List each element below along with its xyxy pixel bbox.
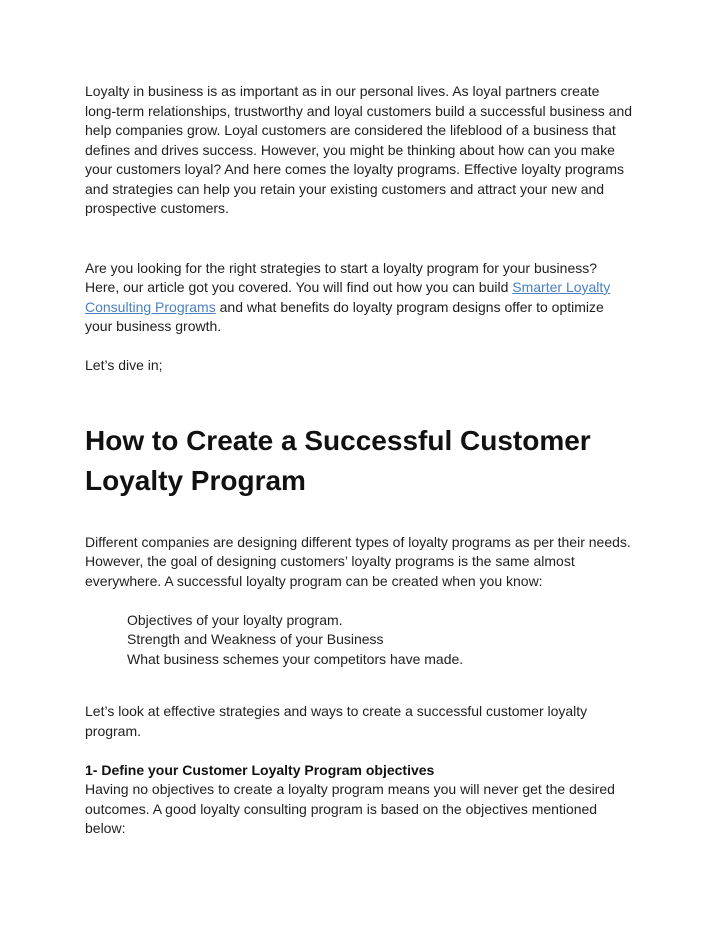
paragraph-text: and what benefits do loyalty program designs offer to optimize your business growth. xyxy=(85,298,604,334)
spacer xyxy=(85,376,633,421)
heading-paragraph: Different companies are designing different types of loyalty programs as per their needs. However, the goal of designing customers’ loyalty programs is the same almost everywhere. A successful loyalty program can be created when you know: xyxy=(85,533,631,589)
strategies-paragraph: Let’s look at effective strategies and ways to create a successful customer loyalty program. xyxy=(85,703,588,739)
document-page xyxy=(85,82,633,839)
spacer xyxy=(85,337,633,357)
section-1-title: 1- Define your Customer Loyalty Program objectives xyxy=(85,761,435,778)
section-1-body: Having no objectives to create a loyalty program means you will never get the desired outcomes. A good loyalty consulting program is based on the objectives mentioned below: xyxy=(85,781,615,836)
spacer xyxy=(85,669,633,702)
smarter-loyalty-link[interactable]: Smarter Loyalty Consulting Programs xyxy=(85,279,611,315)
intro-paragraph: Loyalty in business is as important as in our personal lives. As loyal partners create long-term relationships, trustworthy and loyal customers build a successful business and help companies grow. Loyal customers are considered the lifeblood of a business that defines and drives success. However, you might be thinking about how can you make your customers loyal? And here comes the loyalty programs. Effective loyalty programs and strategies can help you retain your existing customers and attract your new and prospective customers. xyxy=(85,83,633,216)
list-item: Strength and Weakness of your Business xyxy=(127,631,384,647)
spacer xyxy=(85,591,633,611)
strategies-intro-paragraph xyxy=(85,259,633,337)
spacer xyxy=(85,741,633,761)
spacer xyxy=(85,219,633,259)
page-heading: How to Create a Successful Customer Loyalty Program xyxy=(85,424,591,496)
dive-in-text: Let’s dive in; xyxy=(85,357,163,373)
objectives-list xyxy=(85,611,633,670)
list-item: Objectives of your loyalty program. xyxy=(127,611,343,628)
list-item: What business schemes your competitors have made. xyxy=(127,650,464,667)
paragraph-text: Are you looking for the right strategies to start a loyalty program for your business? Here, our article got you covered. You will find out how you can build xyxy=(85,259,598,295)
spacer xyxy=(85,501,633,533)
